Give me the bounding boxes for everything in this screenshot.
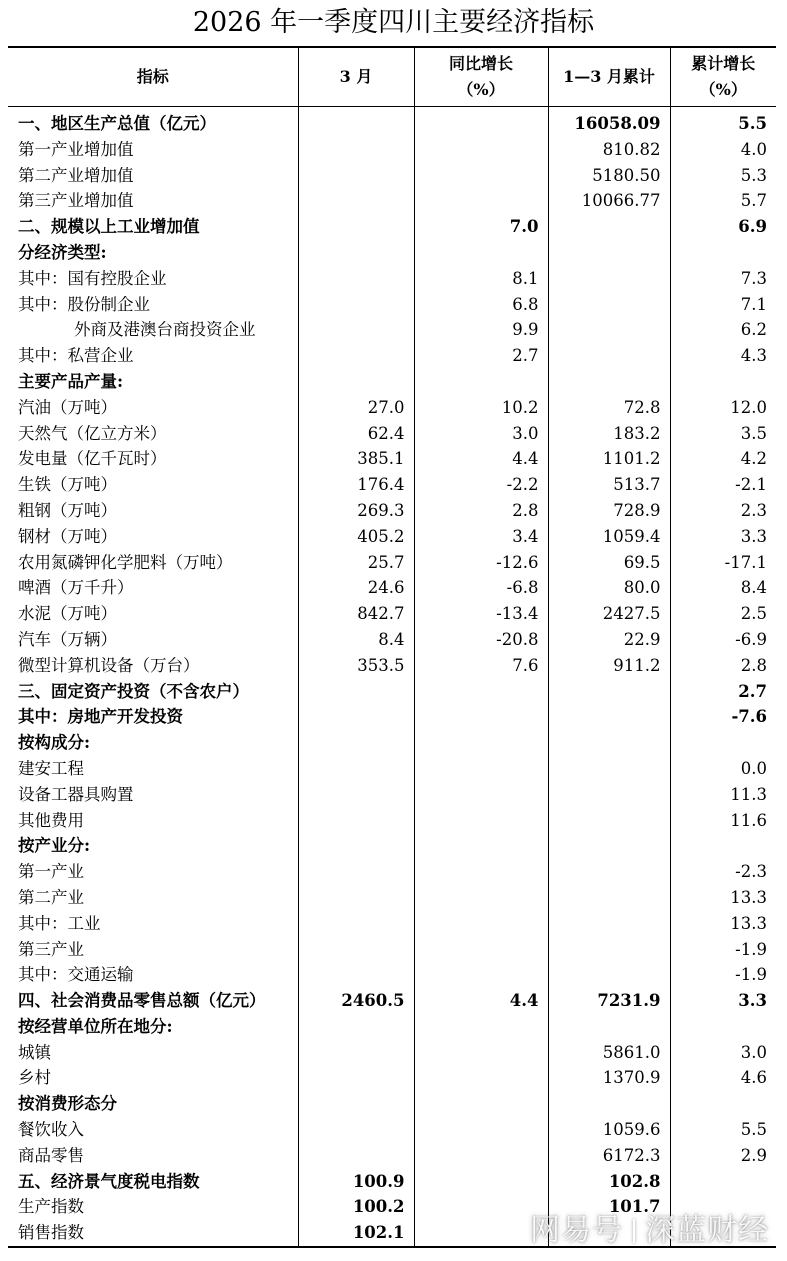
cell-cumulative xyxy=(548,808,670,834)
cell-yoy: 8.1 xyxy=(414,266,548,292)
cell-month xyxy=(298,782,414,808)
row-label: 销售指数 xyxy=(8,1220,298,1247)
cell-yoy xyxy=(414,756,548,782)
row-label: 五、经济景气度税电指数 xyxy=(18,1171,200,1191)
cell-cum-growth: 0.0 xyxy=(670,756,776,782)
cell-cum-growth xyxy=(670,730,776,756)
cell-cum-growth: -2.3 xyxy=(670,859,776,885)
cell-cumulative xyxy=(548,1091,670,1117)
cell-cumulative xyxy=(548,240,670,266)
header-cumulative: 1—3 月累计 xyxy=(548,47,670,107)
table-row xyxy=(8,575,776,601)
row-label: 生铁（万吨） xyxy=(18,475,117,495)
table-row xyxy=(8,704,776,730)
table-row xyxy=(8,421,776,447)
cell-cumulative xyxy=(548,885,670,911)
cell-yoy: 6.8 xyxy=(414,292,548,318)
cell-yoy xyxy=(414,885,548,911)
header-month: 3 月 xyxy=(298,47,414,107)
cell-cum-growth: 4.0 xyxy=(670,137,776,163)
cell-yoy xyxy=(414,188,548,214)
cell-yoy xyxy=(414,369,548,395)
header-yoy-line2: （%） xyxy=(457,80,505,99)
cell-cum-growth xyxy=(670,1014,776,1040)
cell-yoy: 4.4 xyxy=(414,446,548,472)
row-label: 设备工器具购置 xyxy=(18,784,134,804)
table-row xyxy=(8,446,776,472)
table-row xyxy=(8,808,776,834)
row-label: 外商及港澳台商投资企业 xyxy=(74,320,256,340)
row-label: 一、地区生产总值（亿元） xyxy=(18,114,216,133)
table-row xyxy=(8,1091,776,1117)
cell-cumulative xyxy=(548,756,670,782)
cell-cumulative: 183.2 xyxy=(548,421,670,447)
row-label: 第一产业 xyxy=(18,862,84,882)
cell-cum-growth: 4.2 xyxy=(670,446,776,472)
row-label: 二、规模以上工业增加值 xyxy=(18,217,200,237)
cell-month xyxy=(298,343,414,369)
cell-month: 100.2 xyxy=(298,1194,414,1220)
cell-month: 8.4 xyxy=(298,627,414,653)
cell-cum-growth: 13.3 xyxy=(670,911,776,937)
cell-month xyxy=(298,292,414,318)
cell-cum-growth xyxy=(670,833,776,859)
cell-cum-growth: 11.3 xyxy=(670,782,776,808)
cell-yoy xyxy=(414,1117,548,1143)
table-row xyxy=(8,1143,776,1169)
row-label: 其中：股份制企业 xyxy=(18,294,150,314)
cell-yoy xyxy=(414,704,548,730)
cell-cumulative: 10066.77 xyxy=(548,188,670,214)
row-label: 其中：交通运输 xyxy=(18,965,134,985)
row-label: 天然气（亿立方米） xyxy=(18,423,167,443)
cell-cumulative xyxy=(548,704,670,730)
cell-cumulative: 101.7 xyxy=(548,1194,670,1220)
cell-cum-growth: 2.3 xyxy=(670,498,776,524)
cell-month: 24.6 xyxy=(298,575,414,601)
cell-yoy xyxy=(414,163,548,189)
cell-month xyxy=(298,730,414,756)
cell-cum-growth: -17.1 xyxy=(670,550,776,576)
header-cum-growth-line1: 累计增长 xyxy=(691,54,756,73)
cell-month: 842.7 xyxy=(298,601,414,627)
cell-cum-growth: 13.3 xyxy=(670,885,776,911)
cell-cum-growth: -1.9 xyxy=(670,962,776,988)
row-label: 粗钢（万吨） xyxy=(18,500,117,520)
row-label: 第三产业 xyxy=(18,939,84,959)
cell-yoy xyxy=(414,1220,548,1247)
cell-yoy xyxy=(414,1040,548,1066)
cell-month xyxy=(298,1014,414,1040)
cell-yoy xyxy=(414,679,548,705)
cell-cumulative: 1370.9 xyxy=(548,1065,670,1091)
cell-cumulative xyxy=(548,782,670,808)
cell-month xyxy=(298,833,414,859)
cell-cum-growth: -2.1 xyxy=(670,472,776,498)
table-row xyxy=(8,782,776,808)
header-cum-growth xyxy=(670,47,776,107)
cell-yoy xyxy=(414,240,548,266)
table-row xyxy=(8,653,776,679)
cell-cumulative: 102.8 xyxy=(548,1169,670,1195)
cell-yoy xyxy=(414,937,548,963)
table-row xyxy=(8,859,776,885)
cell-cumulative xyxy=(548,369,670,395)
table-row xyxy=(8,137,776,163)
cell-month: 25.7 xyxy=(298,550,414,576)
table-row xyxy=(8,756,776,782)
cell-month xyxy=(298,163,414,189)
cell-cumulative: 2427.5 xyxy=(548,601,670,627)
row-label: 城镇 xyxy=(18,1042,51,1062)
cell-cum-growth xyxy=(670,1169,776,1195)
cell-cumulative xyxy=(548,859,670,885)
row-label: 其中：工业 xyxy=(18,913,101,933)
cell-yoy: -20.8 xyxy=(414,627,548,653)
table-row xyxy=(8,1014,776,1040)
cell-month xyxy=(298,1091,414,1117)
cell-cum-growth: 5.3 xyxy=(670,163,776,189)
cell-cum-growth: 2.7 xyxy=(670,679,776,705)
table-row xyxy=(8,317,776,343)
table-row xyxy=(8,1065,776,1091)
table-row xyxy=(8,937,776,963)
row-label: 按构成分: xyxy=(18,733,91,753)
cell-yoy xyxy=(414,1014,548,1040)
row-label: 啤酒（万千升） xyxy=(18,578,134,598)
cell-cumulative: 6172.3 xyxy=(548,1143,670,1169)
cell-month: 102.1 xyxy=(298,1220,414,1247)
cell-cumulative: 5180.50 xyxy=(548,163,670,189)
row-label: 按产业分: xyxy=(18,836,91,856)
cell-cumulative: 7231.9 xyxy=(548,988,670,1014)
row-label: 发电量（亿千瓦时） xyxy=(18,449,167,469)
cell-cum-growth: 2.9 xyxy=(670,1143,776,1169)
cell-yoy xyxy=(414,911,548,937)
row-label: 第二产业 xyxy=(18,887,84,907)
cell-cum-growth: 2.5 xyxy=(670,601,776,627)
watermark-author: 深蓝财经 xyxy=(645,1213,769,1248)
cell-cumulative: 728.9 xyxy=(548,498,670,524)
row-label: 其他费用 xyxy=(18,810,84,830)
table-row xyxy=(8,730,776,756)
watermark-source: 网易号 xyxy=(530,1213,623,1248)
cell-cumulative xyxy=(548,292,670,318)
cell-month xyxy=(298,1117,414,1143)
cell-month xyxy=(298,107,414,137)
cell-cum-growth xyxy=(670,1091,776,1117)
cell-cum-growth: 7.3 xyxy=(670,266,776,292)
header-yoy-line1: 同比增长 xyxy=(448,54,513,73)
cell-month xyxy=(298,266,414,292)
cell-cum-growth: 11.6 xyxy=(670,808,776,834)
table-row xyxy=(8,524,776,550)
indicators-table xyxy=(8,46,776,1248)
header-yoy xyxy=(414,47,548,107)
cell-month: 405.2 xyxy=(298,524,414,550)
cell-yoy xyxy=(414,808,548,834)
cell-cumulative: 16058.09 xyxy=(548,107,670,137)
cell-yoy xyxy=(414,1091,548,1117)
row-label: 汽车（万辆） xyxy=(18,629,117,649)
cell-cumulative: 72.8 xyxy=(548,395,670,421)
cell-yoy xyxy=(414,107,548,137)
cell-month xyxy=(298,369,414,395)
cell-cumulative: 810.82 xyxy=(548,137,670,163)
table-row xyxy=(8,1117,776,1143)
cell-month: 176.4 xyxy=(298,472,414,498)
cell-cumulative: 80.0 xyxy=(548,575,670,601)
row-label: 其中：国有控股企业 xyxy=(18,268,167,288)
row-label: 第二产业增加值 xyxy=(18,165,134,185)
cell-cum-growth: 4.3 xyxy=(670,343,776,369)
table-row xyxy=(8,885,776,911)
cell-month: 385.1 xyxy=(298,446,414,472)
row-label: 第三产业增加值 xyxy=(18,191,134,211)
cell-month xyxy=(298,885,414,911)
row-label: 生产指数 xyxy=(18,1197,84,1217)
cell-cum-growth: 2.8 xyxy=(670,653,776,679)
table-row xyxy=(8,107,776,137)
header-cum-growth-line2: （%） xyxy=(699,80,747,99)
cell-cumulative xyxy=(548,343,670,369)
cell-cum-growth: 5.5 xyxy=(670,107,776,137)
row-label: 三、固定资产投资（不含农户） xyxy=(18,681,249,701)
cell-month xyxy=(298,859,414,885)
row-label: 汽油（万吨） xyxy=(18,397,117,417)
cell-yoy xyxy=(414,859,548,885)
cell-month: 62.4 xyxy=(298,421,414,447)
cell-month xyxy=(298,1040,414,1066)
cell-month xyxy=(298,756,414,782)
cell-cum-growth: 3.0 xyxy=(670,1040,776,1066)
table-row xyxy=(8,550,776,576)
cell-yoy xyxy=(414,833,548,859)
table-row xyxy=(8,601,776,627)
cell-month xyxy=(298,911,414,937)
cell-cumulative: 22.9 xyxy=(548,627,670,653)
cell-yoy xyxy=(414,1143,548,1169)
cell-cum-growth: 6.9 xyxy=(670,214,776,240)
table-row xyxy=(8,369,776,395)
table-row xyxy=(8,498,776,524)
row-label: 分经济类型: xyxy=(18,242,107,262)
cell-yoy xyxy=(414,1194,548,1220)
table-row xyxy=(8,188,776,214)
cell-month: 100.9 xyxy=(298,1169,414,1195)
table-row xyxy=(8,395,776,421)
page-title: 2026 年一季度四川主要经济指标 xyxy=(192,7,595,38)
row-label: 钢材（万吨） xyxy=(18,526,117,546)
cell-yoy: -6.8 xyxy=(414,575,548,601)
row-label: 其中：私营企业 xyxy=(18,346,134,366)
cell-cumulative: 1059.4 xyxy=(548,524,670,550)
cell-yoy xyxy=(414,1065,548,1091)
cell-cum-growth: 3.5 xyxy=(670,421,776,447)
row-label: 水泥（万吨） xyxy=(18,604,117,624)
cell-month: 27.0 xyxy=(298,395,414,421)
cell-yoy: 3.0 xyxy=(414,421,548,447)
cell-cum-growth: 3.3 xyxy=(670,988,776,1014)
cell-yoy: 4.4 xyxy=(414,988,548,1014)
cell-month xyxy=(298,1065,414,1091)
cell-cumulative xyxy=(548,911,670,937)
table-row xyxy=(8,163,776,189)
cell-cumulative xyxy=(548,962,670,988)
cell-month xyxy=(298,214,414,240)
cell-cum-growth: 12.0 xyxy=(670,395,776,421)
table-row xyxy=(8,266,776,292)
cell-yoy: 2.8 xyxy=(414,498,548,524)
cell-month xyxy=(298,679,414,705)
cell-yoy: -12.6 xyxy=(414,550,548,576)
cell-month: 353.5 xyxy=(298,653,414,679)
cell-yoy: 7.0 xyxy=(414,214,548,240)
cell-cum-growth: 3.3 xyxy=(670,524,776,550)
row-label: 商品零售 xyxy=(18,1145,84,1165)
watermark-divider xyxy=(633,1219,635,1243)
table-row xyxy=(8,214,776,240)
cell-cumulative xyxy=(548,214,670,240)
row-label: 微型计算机设备（万台） xyxy=(18,655,200,675)
row-label: 乡村 xyxy=(18,1068,51,1088)
header-indicator: 指标 xyxy=(8,47,298,107)
cell-yoy: 2.7 xyxy=(414,343,548,369)
cell-month: 2460.5 xyxy=(298,988,414,1014)
cell-month xyxy=(298,704,414,730)
cell-yoy xyxy=(414,730,548,756)
cell-yoy xyxy=(414,137,548,163)
row-label: 按消费形态分 xyxy=(18,1094,117,1114)
row-label: 餐饮收入 xyxy=(18,1120,84,1140)
cell-cumulative xyxy=(548,1014,670,1040)
cell-cumulative xyxy=(548,317,670,343)
table-row xyxy=(8,988,776,1014)
cell-cumulative: 5861.0 xyxy=(548,1040,670,1066)
cell-cumulative: 1059.6 xyxy=(548,1117,670,1143)
row-label: 主要产品产量: xyxy=(18,371,124,391)
cell-yoy xyxy=(414,962,548,988)
row-label: 农用氮磷钾化学肥料（万吨） xyxy=(18,552,233,572)
cell-cum-growth: -7.6 xyxy=(670,704,776,730)
cell-month: 269.3 xyxy=(298,498,414,524)
cell-yoy xyxy=(414,1169,548,1195)
row-label: 其中：房地产开发投资 xyxy=(18,707,183,727)
cell-cum-growth: 4.6 xyxy=(670,1065,776,1091)
cell-cum-growth xyxy=(670,369,776,395)
table-row xyxy=(8,240,776,266)
row-label: 按经营单位所在地分: xyxy=(18,1016,173,1036)
row-label: 建安工程 xyxy=(18,758,84,778)
table-body xyxy=(8,107,776,1248)
cell-month xyxy=(298,937,414,963)
cell-month xyxy=(298,962,414,988)
table-row xyxy=(8,833,776,859)
row-label: 第一产业增加值 xyxy=(18,139,134,159)
cell-yoy: -13.4 xyxy=(414,601,548,627)
cell-cum-growth: 5.5 xyxy=(670,1117,776,1143)
cell-month xyxy=(298,137,414,163)
cell-month xyxy=(298,240,414,266)
table-row xyxy=(8,472,776,498)
cell-cum-growth: -1.9 xyxy=(670,937,776,963)
watermark xyxy=(530,1205,769,1249)
table-row xyxy=(8,627,776,653)
cell-cum-growth: 6.2 xyxy=(670,317,776,343)
table-row xyxy=(8,911,776,937)
cell-cum-growth xyxy=(670,240,776,266)
cell-cumulative xyxy=(548,833,670,859)
cell-cumulative xyxy=(548,937,670,963)
cell-cumulative: 69.5 xyxy=(548,550,670,576)
cell-cumulative xyxy=(548,679,670,705)
cell-cum-growth: 8.4 xyxy=(670,575,776,601)
cell-yoy: -2.2 xyxy=(414,472,548,498)
cell-cum-growth: 7.1 xyxy=(670,292,776,318)
cell-month xyxy=(298,317,414,343)
cell-cum-growth: -6.9 xyxy=(670,627,776,653)
cell-cumulative xyxy=(548,730,670,756)
cell-yoy xyxy=(414,782,548,808)
table-row xyxy=(8,1169,776,1195)
cell-month xyxy=(298,1143,414,1169)
cell-month xyxy=(298,808,414,834)
table-row xyxy=(8,292,776,318)
table-row xyxy=(8,343,776,369)
table-row xyxy=(8,962,776,988)
table-header xyxy=(8,47,776,107)
row-label: 四、社会消费品零售总额（亿元） xyxy=(18,991,266,1011)
cell-yoy: 10.2 xyxy=(414,395,548,421)
cell-cumulative: 911.2 xyxy=(548,653,670,679)
cell-yoy: 3.4 xyxy=(414,524,548,550)
cell-cumulative: 513.7 xyxy=(548,472,670,498)
cell-cum-growth: 5.7 xyxy=(670,188,776,214)
cell-yoy: 7.6 xyxy=(414,653,548,679)
table-row xyxy=(8,1040,776,1066)
cell-cumulative: 1101.2 xyxy=(548,446,670,472)
cell-month xyxy=(298,188,414,214)
cell-cumulative xyxy=(548,266,670,292)
cell-yoy: 9.9 xyxy=(414,317,548,343)
table-row xyxy=(8,679,776,705)
